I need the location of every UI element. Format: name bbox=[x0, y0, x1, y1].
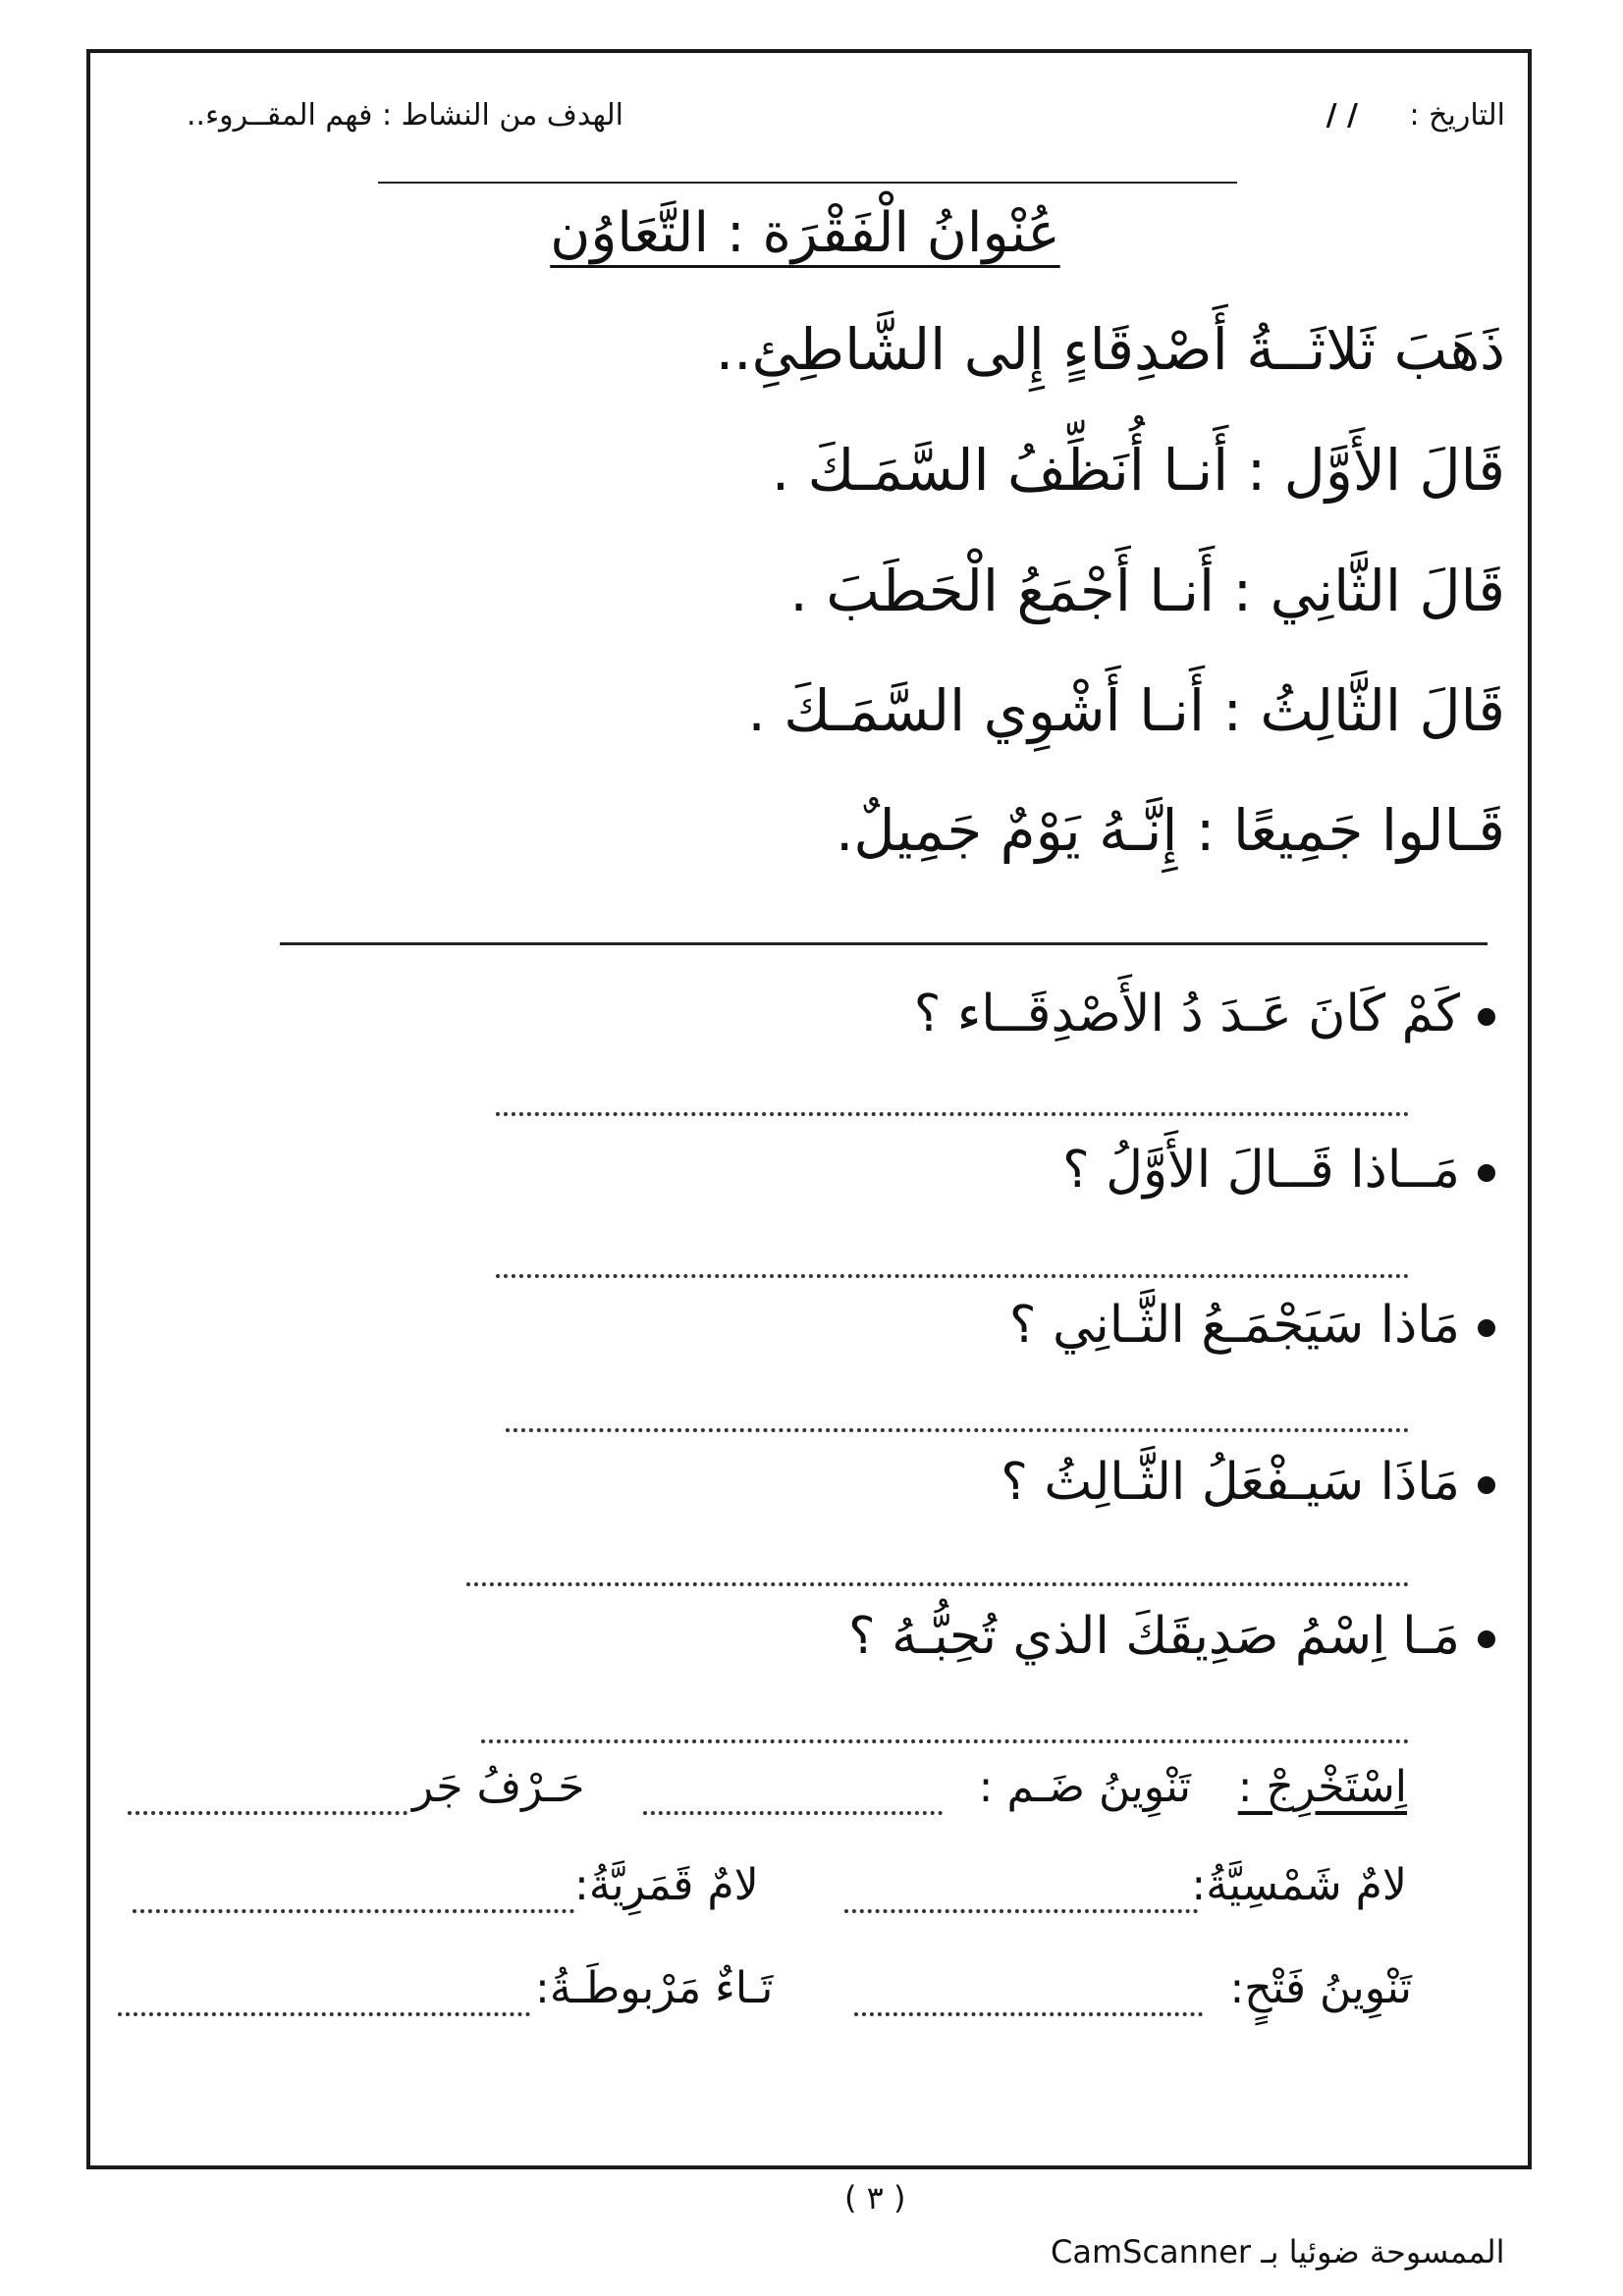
answer-line-1[interactable] bbox=[496, 1112, 1409, 1116]
answer-line-5[interactable] bbox=[481, 1739, 1409, 1743]
question-5: مَـا اِسْمُ صَدِيقَكَ الذي تُحِبُّـهُ ؟ bbox=[848, 1607, 1495, 1666]
passage-line-4: قَالَ الثَّالِثُ : أَنـا أَشْوِي السَّمَـكَ . bbox=[747, 677, 1505, 744]
answer-line-3[interactable] bbox=[506, 1428, 1409, 1432]
page-number: ( ٣ ) bbox=[844, 2179, 906, 2216]
date-label: التاريخ : bbox=[1409, 98, 1505, 133]
extract-tanween-damm-answer[interactable] bbox=[643, 1811, 943, 1815]
extract-harf-jar: حَـرْفُ جَر bbox=[412, 1762, 585, 1812]
passage-line-2: قَالَ الأَوَّل : أَنـا أُنَظِّفُ السَّمَـكَ . bbox=[771, 437, 1505, 504]
question-2: مَــاذا قَــالَ الأَوَّلُ ؟ bbox=[1062, 1141, 1495, 1200]
passage-divider bbox=[280, 942, 1488, 945]
extract-lam-qamariya: لامٌ قَمَرِيَّةُ: bbox=[574, 1860, 759, 1910]
passage-line-5: قَـالوا جَمِيعًا : إِنَّـهُ يَوْمٌ جَمِيلٌ. bbox=[835, 797, 1505, 864]
date-value: / / bbox=[1325, 98, 1358, 133]
extract-tanween-fath: تَنْوِينُ فَتْحٍ: bbox=[1229, 1963, 1412, 2013]
answer-line-2[interactable] bbox=[496, 1274, 1409, 1278]
passage-line-1: ذَهَبَ ثَلاثَــةُ أَصْدِقَاءٍ إِلى الشَّاطِئِ.. bbox=[715, 316, 1505, 383]
camscanner-watermark: الممسوحة ضوئيا بـ CamScanner bbox=[1051, 2233, 1505, 2270]
bullet-icon bbox=[1478, 1630, 1495, 1648]
bullet-icon bbox=[1478, 1476, 1495, 1494]
extract-harf-jar-answer[interactable] bbox=[128, 1811, 407, 1815]
question-3: مَاذا سَيَجْمَـعُ الثَّـانِي ؟ bbox=[1009, 1296, 1495, 1355]
extract-ta-marbuta-answer[interactable] bbox=[118, 2012, 530, 2016]
question-1: كَمْ كَانَ عَـدَ دُ الأَصْدِقَــاء ؟ bbox=[914, 985, 1495, 1043]
extract-tanween-damm: تَنْوِينُ ضَـم : bbox=[978, 1762, 1191, 1812]
extract-label: اِسْتَخْرِجْ : bbox=[1237, 1762, 1407, 1812]
bullet-icon bbox=[1478, 1008, 1495, 1026]
answer-line-4[interactable] bbox=[466, 1582, 1409, 1586]
extract-lam-qamariya-answer[interactable] bbox=[133, 1909, 574, 1913]
extract-lam-shamsiya-answer[interactable] bbox=[844, 1909, 1198, 1913]
header-divider bbox=[378, 182, 1237, 184]
question-4: مَاذَا سَيـفْعَلُ الثَّـالِثُ ؟ bbox=[1001, 1453, 1495, 1512]
activity-goal: الهدف من النشاط : فهم المقــروء.. bbox=[187, 98, 623, 133]
extract-ta-marbuta: تَـاءٌ مَرْبوطَـةُ: bbox=[535, 1963, 774, 2013]
bullet-icon bbox=[1478, 1164, 1495, 1182]
passage-line-3: قَالَ الثَّانِي : أَنـا أَجْمَعُ الْحَطَبَ . bbox=[789, 558, 1505, 624]
extract-lam-shamsiya: لامٌ شَمْسِيَّةُ: bbox=[1191, 1860, 1407, 1910]
passage-title: عُنْوانُ الْفَقْرَة : التَّعَاوُن bbox=[550, 201, 1060, 265]
bullet-icon bbox=[1478, 1319, 1495, 1337]
extract-tanween-fath-answer[interactable] bbox=[854, 2012, 1203, 2016]
